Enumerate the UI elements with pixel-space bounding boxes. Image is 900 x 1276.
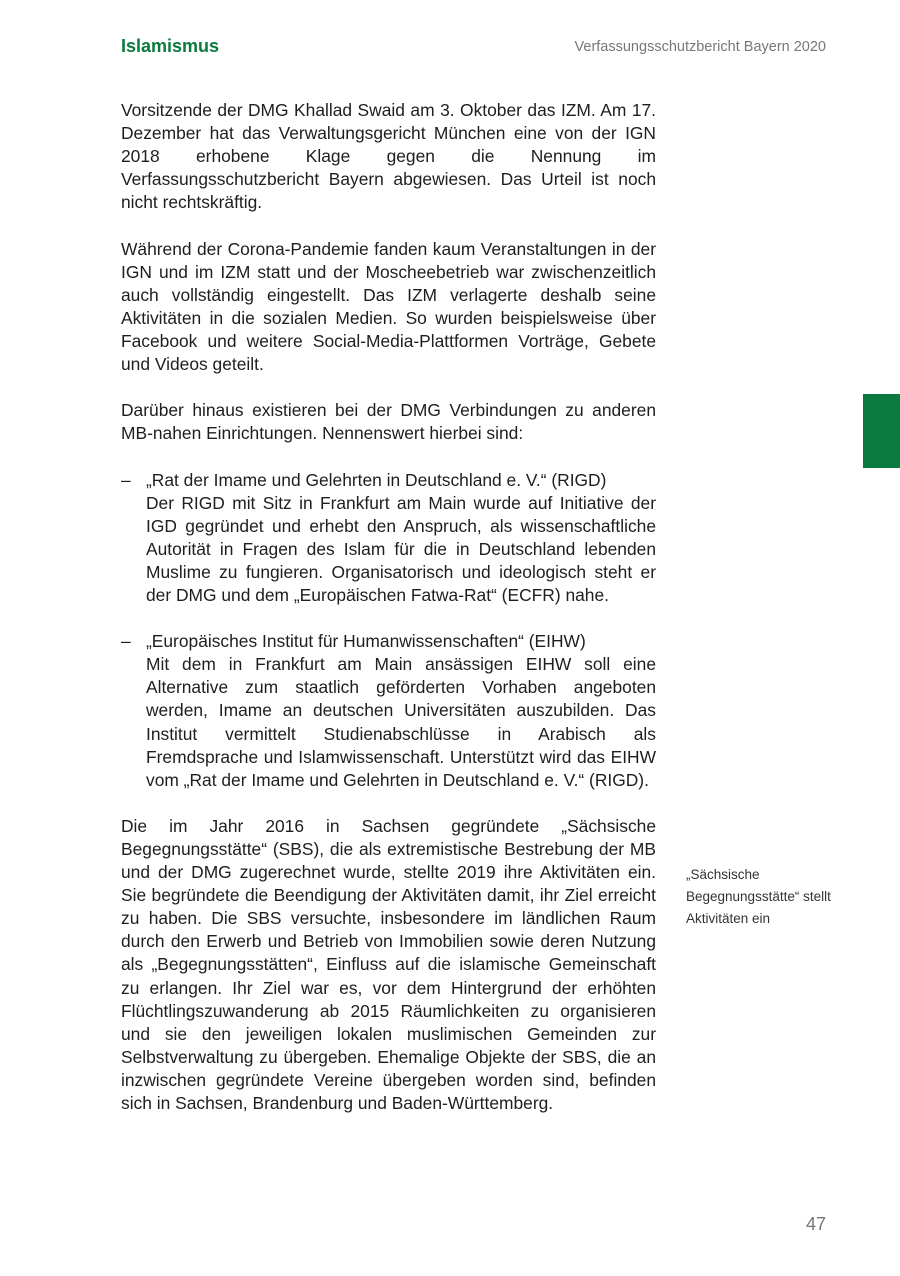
list-dash: – xyxy=(121,631,131,652)
paragraph: Die im Jahr 2016 in Sachsen gegründete „Sächsische Begegnungsstätte“ (SBS), die als extremistische Bestrebung der MB und der DMG zugerechnet wurde, stellte 2019 ihre Aktivitäten ein. Sie begründete die Beendigung der Aktivitäten damit, ihr Ziel erreicht zu haben. Die SBS versuchte, insbesondere im ländlichen Raum durch den Erwerb und Betrieb von Immobilien sowie deren Nutzung als „Begegnungsstätten“, Einfluss auf die islamische Gemeinschaft zu erlangen. Ihr Ziel war es, vor dem Hintergrund der erhöhten Flüchtlingszuwanderung ab 2015 Räumlichkeiten zu organisieren und sie den jeweiligen lokalen muslimischen Gemeinden zur Selbstverwaltung zu übergeben. Ehemalige Objekte der SBS, die an inzwischen gegründete Vereine übergeben worden sind, befinden sich in Sachsen, Brandenburg und Baden-Württemberg. xyxy=(121,815,656,1114)
list-item xyxy=(121,630,656,792)
page-number: 47 xyxy=(805,1214,826,1234)
paragraph: Darüber hinaus existieren bei der DMG Verbindungen zu anderen MB-nahen Einrichtungen. Nennenswert hierbei sind: xyxy=(121,400,656,444)
list-item-body: Der RIGD mit Sitz in Frankfurt am Main wurde auf Initiative der IGD gegründet und erhebt den Anspruch, als wissenschaftliche Autorität in Fragen des Islam für die in Deutschland lebenden Muslime zu fungieren. Organisatorisch und ideologisch steht er der DMG und dem „Europäischen Fatwa-Rat“ (ECFR) nahe. xyxy=(146,492,656,605)
paragraph: Während der Corona-Pandemie fanden kaum Veranstaltungen in der IGN und im IZM statt und der Moscheebetrieb war zwischenzeitlich auch vollständig eingestellt. Das IZM verlagerte deshalb seine Aktivitäten in die sozialen Medien. So wurden beispielsweise über Facebook und weitere Social-Media-Plattformen Vorträge, Gebete und Videos geteilt. xyxy=(121,238,656,375)
margin-note: „Sächsische Begegnungsstätte“ stellt Aktivitäten ein xyxy=(686,867,831,926)
list-item xyxy=(121,469,656,608)
publication-title: Verfassungsschutzbericht Bayern 2020 xyxy=(574,39,826,55)
list-dash: – xyxy=(121,469,131,490)
main-text-column xyxy=(121,99,656,1138)
paragraph: Vorsitzende der DMG Khallad Swaid am 3. Oktober das IZM. Am 17. Dezember hat das Verwaltungsgericht München eine von der IGN 2018 erhobene Klage gegen die Nennung im Verfassungsschutzbericht Bayern abgewiesen. Das Urteil ist noch nicht rechtskräftig. xyxy=(121,100,656,213)
list-item-title: „Europäisches Institut für Humanwissenschaften“ (EIHW) xyxy=(146,631,586,652)
section-title: Islamismus xyxy=(121,36,220,56)
list-item-body: Mit dem in Frankfurt am Main ansässigen EIHW soll eine Alternative zum staatlich geförderten Vorhaben angeboten werden, Imame an deutschen Universitäten auszubilden. Das Institut vermittelt Studienabschlüsse in Arabisch als Fremdsprache und Islamwissenschaft. Unterstützt wird das EIHW vom „Rat der Imame und Gelehrten in Deutschland e. V.“ (RIGD). xyxy=(146,654,656,790)
chapter-tab-marker xyxy=(863,394,900,468)
list-item-title: „Rat der Imame und Gelehrten in Deutschland e. V.“ (RIGD) xyxy=(146,469,607,490)
